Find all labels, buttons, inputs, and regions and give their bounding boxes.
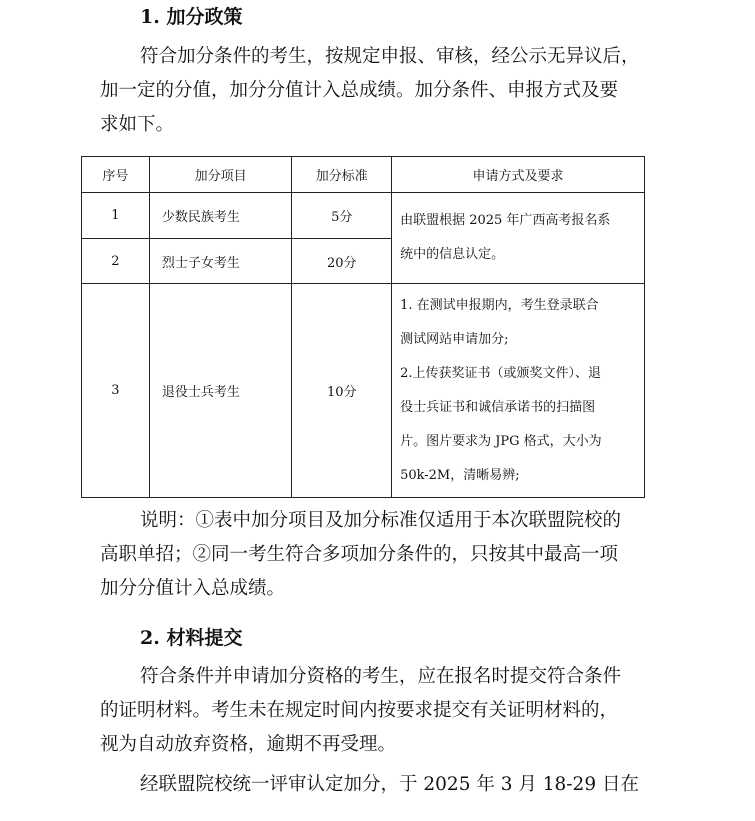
requirement-line: 由联盟根据 2025 年广西高考报名系 bbox=[400, 213, 611, 228]
cell-score: 20分 bbox=[292, 239, 392, 284]
section-2-body bbox=[100, 660, 670, 802]
body-line: 经联盟院校统一评审认定加分，于 2025 年 3 月 18-29 日在 bbox=[140, 774, 639, 795]
cell-no: 1 bbox=[82, 193, 150, 239]
note-line: 高职单招；②同一考生符合多项加分条件的，只按其中最高一项 bbox=[100, 544, 619, 565]
note-line: 说明：①表中加分项目及加分标准仅适用于本次联盟院校的 bbox=[140, 510, 622, 531]
header-no: 序号 bbox=[82, 157, 150, 193]
cell-score: 10分 bbox=[292, 284, 392, 498]
section-1-intro bbox=[100, 40, 670, 142]
cell-score: 5分 bbox=[292, 193, 392, 239]
header-score: 加分标准 bbox=[292, 157, 392, 193]
requirement-line: 1. 在测试申报期内，考生登录联合 bbox=[400, 297, 599, 313]
table-header-row bbox=[82, 157, 645, 193]
cell-item: 退役士兵考生 bbox=[149, 284, 292, 498]
requirement-line: 50k-2M，清晰易辨; bbox=[400, 467, 520, 483]
bonus-policy-table bbox=[81, 156, 645, 498]
header-item: 加分项目 bbox=[149, 157, 292, 193]
requirement-line: 役士兵证书和诚信承诺书的扫描图 bbox=[400, 399, 596, 415]
requirement-line: 统中的信息认定。 bbox=[400, 247, 505, 262]
requirement-line: 片。图片要求为 JPG 格式，大小为 bbox=[400, 433, 602, 449]
requirement-line: 2.上传获奖证书（或颁奖文件）、退 bbox=[400, 365, 601, 381]
body-line: 的证明材料。考生未在规定时间内按要求提交有关证明材料的， bbox=[100, 700, 619, 721]
table-row bbox=[82, 193, 645, 239]
table-note bbox=[100, 504, 670, 606]
body-line: 视为自动放弃资格，逾期不再受理。 bbox=[100, 734, 397, 755]
table-row bbox=[82, 284, 645, 498]
section-1-heading: 1. 加分政策 bbox=[140, 6, 243, 28]
cell-item: 烈士子女考生 bbox=[149, 239, 292, 284]
body-line: 符合条件并申请加分资格的考生，应在报名时提交符合条件 bbox=[140, 666, 622, 687]
header-requirements: 申请方式及要求 bbox=[392, 157, 645, 193]
cell-requirements bbox=[392, 193, 645, 284]
intro-line: 求如下。 bbox=[100, 114, 175, 135]
cell-no: 3 bbox=[82, 284, 150, 498]
requirement-line: 测试网站申请加分; bbox=[400, 331, 509, 347]
note-line: 加分分值计入总成绩。 bbox=[100, 578, 286, 599]
section-2-heading: 2. 材料提交 bbox=[140, 627, 243, 649]
intro-line: 符合加分条件的考生，按规定申报、审核，经公示无异议后， bbox=[140, 46, 640, 67]
cell-no: 2 bbox=[82, 239, 150, 284]
intro-line: 加一定的分值，加分分值计入总成绩。加分条件、申报方式及要 bbox=[100, 80, 619, 101]
cell-requirements bbox=[392, 284, 645, 498]
cell-item: 少数民族考生 bbox=[149, 193, 292, 239]
